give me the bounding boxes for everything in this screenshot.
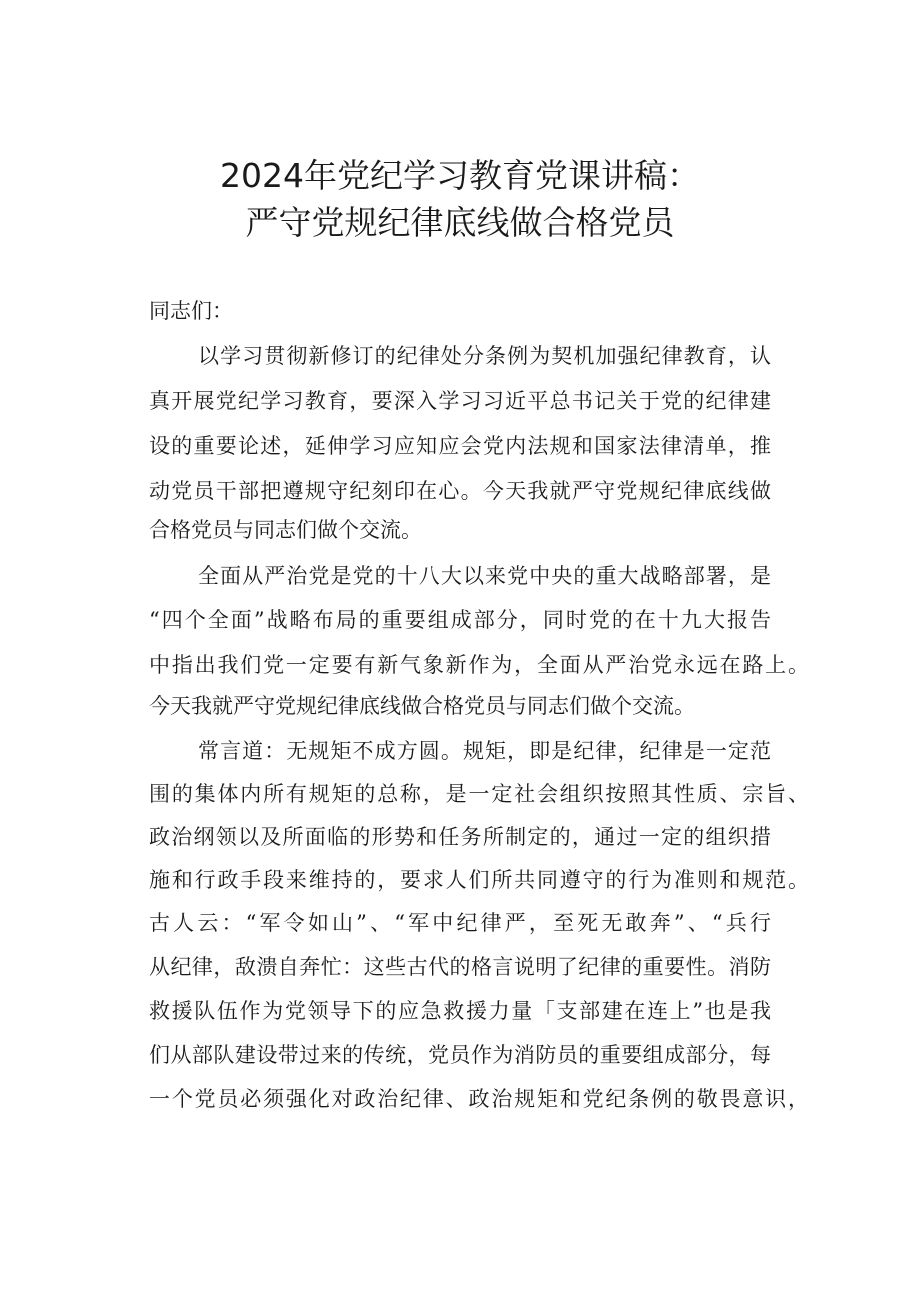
paragraph-1-line-4: 动党员干部把遵规守纪刻印在心。今天我就严守党规纪律底线做 (149, 479, 771, 503)
paragraph-3-line-2: 围的集体内所有规矩的总称，是一定社会组织按照其性质、宗旨、 (149, 782, 809, 806)
paragraph-3-line-5: 古人云：“军令如山”、“军中纪律严，至死无敢奔”、“兵行 (149, 911, 771, 935)
paragraph-3-line-8: 们从部队建设带过来的传统，党员作为消防员的重要组成部分，每 (149, 1043, 771, 1067)
title-line-1: 2024年党纪学习教育党课讲稿： (220, 156, 700, 195)
paragraph-3-line-4: 施和行政手段来维持的，要求人们所共同遵守的行为准则和规范。 (149, 868, 809, 892)
paragraph-2-line-3: 中指出我们党一定要有新气象新作为，全面从严治党永远在路上。 (149, 653, 809, 677)
paragraph-1-line-1: 以学习贯彻新修订的纪律处分条例为契机加强纪律教育，认 (198, 344, 771, 368)
paragraph-3-line-6: 从纪律，敌溃自奔忙：这些古代的格言说明了纪律的重要性。消防 (149, 955, 771, 979)
paragraph-3-line-1: 常言道：无规矩不成方圆。规矩，即是纪律，纪律是一定范 (198, 739, 771, 763)
title-line-2: 严守党规纪律底线做合格党员 (245, 203, 675, 242)
paragraph-2-line-4: 今天我就严守党规纪律底线做合格党员与同志们做个交流。 (149, 694, 695, 718)
paragraph-3-line-9: 一个党员必须强化对政治纪律、政治规矩和党纪条例的敬畏意识， (149, 1087, 809, 1111)
paragraph-3-line-3: 政治纲领以及所面临的形势和任务所制定的，通过一定的组织措 (149, 825, 771, 849)
paragraph-1-line-2: 真开展党纪学习教育，要深入学习习近平总书记关于党的纪律建 (149, 389, 771, 413)
paragraph-1-line-3: 设的重要论述，延伸学习应知应会党内法规和国家法律清单，推 (149, 434, 771, 458)
paragraph-1-line-5: 合格党员与同志们做个交流。 (149, 518, 422, 542)
salutation: 同志们： (149, 299, 233, 323)
paragraph-3-line-7: 救援队伍作为党领导下的应急救援力量「支部建在连上”也是我 (149, 999, 771, 1023)
paragraph-2-line-1: 全面从严治党是党的十八大以来党中央的重大战略部署，是 (198, 564, 771, 588)
paragraph-2-line-2: “四个全面”战略布局的重要组成部分，同时党的在十九大报告 (149, 608, 771, 632)
